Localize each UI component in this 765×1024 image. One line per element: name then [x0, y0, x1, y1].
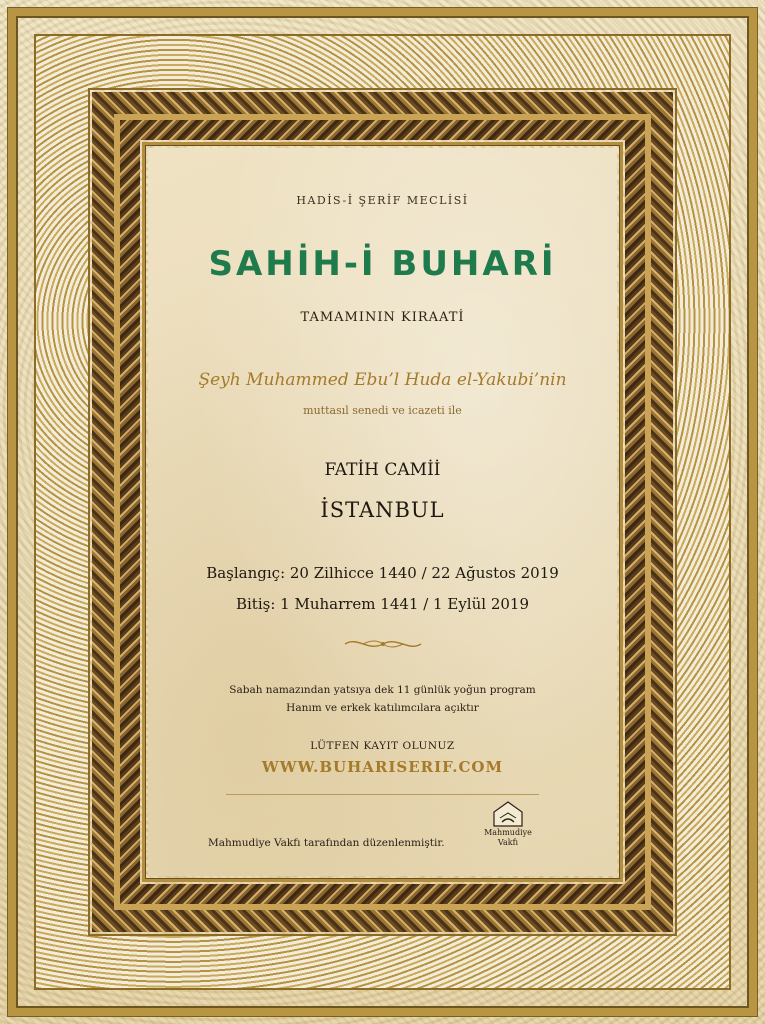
audience-info: Hanım ve erkek katılımcılara açıktır — [286, 702, 479, 714]
teacher-name: Şeyh Muhammed Ebu’l Huda el-Yakubi’nin — [198, 370, 567, 390]
teacher-note: muttasıl senedi ve icazeti ile — [303, 404, 462, 417]
mosque-name: FATİH CAMİİ — [324, 460, 441, 480]
registration-label: LÜTFEN KAYIT OLUNUZ — [310, 740, 455, 752]
end-date: Bitiş: 1 Muharrem 1441 / 1 Eylül 2019 — [235, 595, 529, 613]
website-link[interactable]: WWW.BUHARISERIF.COM — [261, 758, 504, 776]
divider — [226, 794, 539, 795]
page-title: SAHİH-İ BUHARİ — [208, 244, 557, 284]
organizer-text: Mahmudiye Vakfı tarafından düzenlenmiştir. — [208, 836, 445, 849]
logo-text-line1: Mahmudiye — [484, 828, 532, 837]
city-name: İSTANBUL — [320, 498, 445, 522]
flourish-ornament-icon — [343, 634, 423, 654]
foundation-logo — [478, 800, 538, 860]
meclis-label: HADİS-İ ŞERİF MECLİSİ — [296, 194, 469, 207]
content-panel — [148, 148, 617, 876]
subtitle: TAMAMININ KIRAATİ — [300, 310, 465, 325]
program-info: Sabah namazından yatsıya dek 11 günlük yoğun program — [229, 684, 536, 696]
start-date: Başlangıç: 20 Zilhicce 1440 / 22 Ağustos 2019 — [206, 564, 559, 582]
logo-text-line2: Vakfı — [497, 838, 519, 847]
